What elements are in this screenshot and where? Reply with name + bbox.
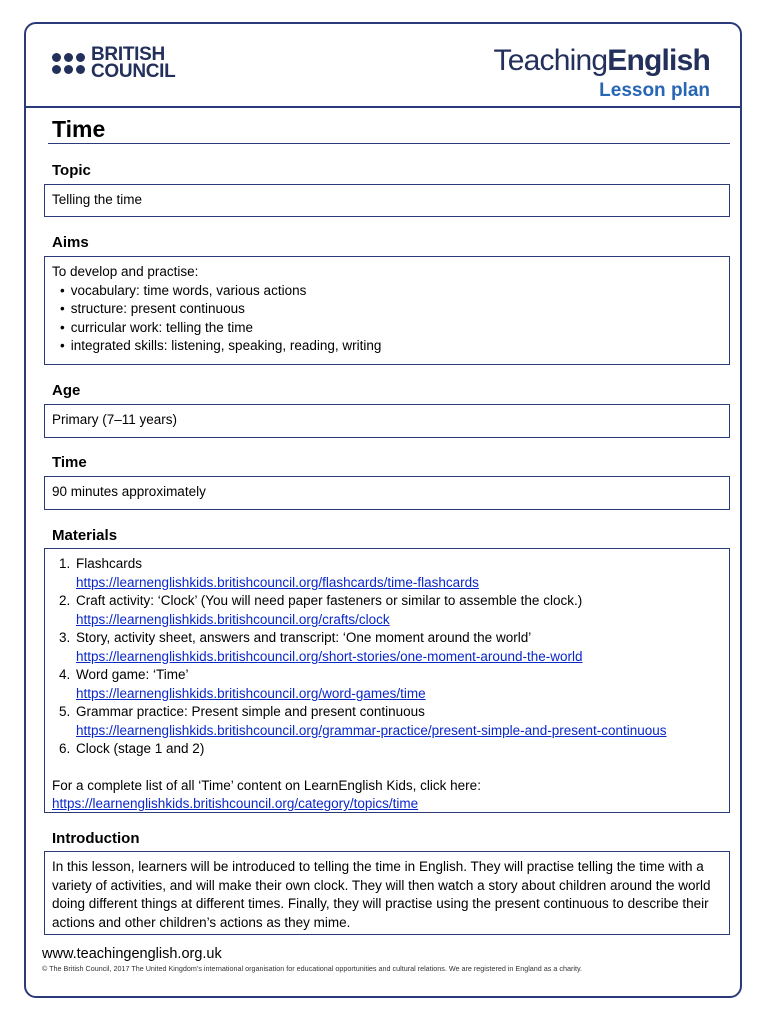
- time-text: 90 minutes approximately: [52, 484, 206, 499]
- material-link[interactable]: https://learnenglishkids.britishcouncil.org/short-stories/one-moment-around-the-world: [76, 648, 583, 664]
- footer-note: © The British Council, 2017 The United Kingdom’s international organisation for educational opportunities and cultural relations. We are registered in England as a charity.: [42, 964, 583, 973]
- materials-outro: For a complete list of all ‘Time’ content on LearnEnglish Kids, click here:: [52, 777, 481, 793]
- material-link[interactable]: https://learnenglishkids.britishcouncil.org/crafts/clock: [76, 611, 390, 627]
- aims-item: • vocabulary: time words, various actions: [72, 282, 722, 301]
- material-link[interactable]: https://learnenglishkids.britishcouncil.org/flashcards/time-flashcards: [76, 574, 479, 590]
- aims-list: [52, 282, 722, 356]
- material-item: [74, 592, 722, 629]
- material-item: [74, 666, 722, 703]
- british-council-logo: [52, 46, 175, 80]
- material-item: [74, 629, 722, 666]
- aims-box: [44, 256, 730, 365]
- material-text: 2. Craft activity: ‘Clock’ (You will need paper fasteners or similar to assemble the clock.): [76, 593, 583, 608]
- material-text: 5. Grammar practice: Present simple and present continuous: [76, 704, 425, 719]
- material-item: [74, 555, 722, 592]
- age-label: Age: [52, 382, 81, 399]
- age-box: [44, 404, 730, 438]
- logo-dots-icon: [52, 53, 85, 74]
- teaching-english-brand: [494, 44, 710, 78]
- material-text: 1. Flashcards: [76, 556, 143, 571]
- introduction-label: Introduction: [52, 830, 140, 847]
- topic-text: Telling the time: [52, 192, 143, 207]
- logo-text: [91, 46, 175, 80]
- lesson-plan-subtitle: Lesson plan: [599, 80, 710, 101]
- brand-part-1: Teaching: [493, 44, 608, 77]
- introduction-box: [44, 851, 730, 935]
- time-label: Time: [52, 454, 87, 471]
- materials-box: [44, 548, 730, 813]
- title-divider: [48, 143, 730, 144]
- aims-intro: To develop and practise:: [52, 264, 199, 279]
- material-link[interactable]: https://learnenglishkids.britishcouncil.org/word-games/time: [76, 685, 426, 701]
- age-text: Primary (7–11 years): [52, 412, 178, 427]
- material-text: 3. Story, activity sheet, answers and transcript: ‘One moment around the world’: [76, 630, 532, 645]
- material-link[interactable]: https://learnenglishkids.britishcouncil.org/grammar-practice/present-simple-and-present-continuous: [76, 722, 667, 738]
- footer-url[interactable]: www.teachingenglish.org.uk: [42, 946, 222, 962]
- materials-label: Materials: [52, 527, 118, 544]
- topic-box: [44, 184, 730, 217]
- material-text: 4. Word game: ‘Time’: [76, 667, 189, 682]
- logo-line-2: COUNCIL: [91, 61, 176, 82]
- topic-label: Topic: [52, 162, 91, 179]
- page-frame: [24, 22, 742, 998]
- header-divider: [26, 106, 740, 108]
- materials-outro-link[interactable]: https://learnenglishkids.britishcouncil.org/category/topics/time: [52, 796, 419, 811]
- aims-label: Aims: [52, 234, 89, 251]
- material-item: [74, 740, 722, 759]
- introduction-text: In this lesson, learners will be introduced to telling the time in English. They will practise telling the time with a variety of activities, and will make their own clock. They will then watch a story about children around the world doing different things at different times. Finally, they will practise using the present continuous to describe their actions and other children’s actions as they mime.: [52, 859, 711, 930]
- material-text: 6. Clock (stage 1 and 2): [76, 741, 205, 756]
- material-item: [74, 703, 722, 740]
- aims-item: • curricular work: telling the time: [72, 319, 722, 338]
- aims-item: • integrated skills: listening, speaking, reading, writing: [72, 337, 722, 356]
- brand-part-2: English: [607, 44, 710, 77]
- materials-list: [52, 555, 722, 759]
- time-box: [44, 476, 730, 510]
- logo-line-1: BRITISH: [91, 44, 165, 65]
- aims-item: • structure: present continuous: [72, 300, 722, 319]
- page-title: Time: [52, 116, 106, 142]
